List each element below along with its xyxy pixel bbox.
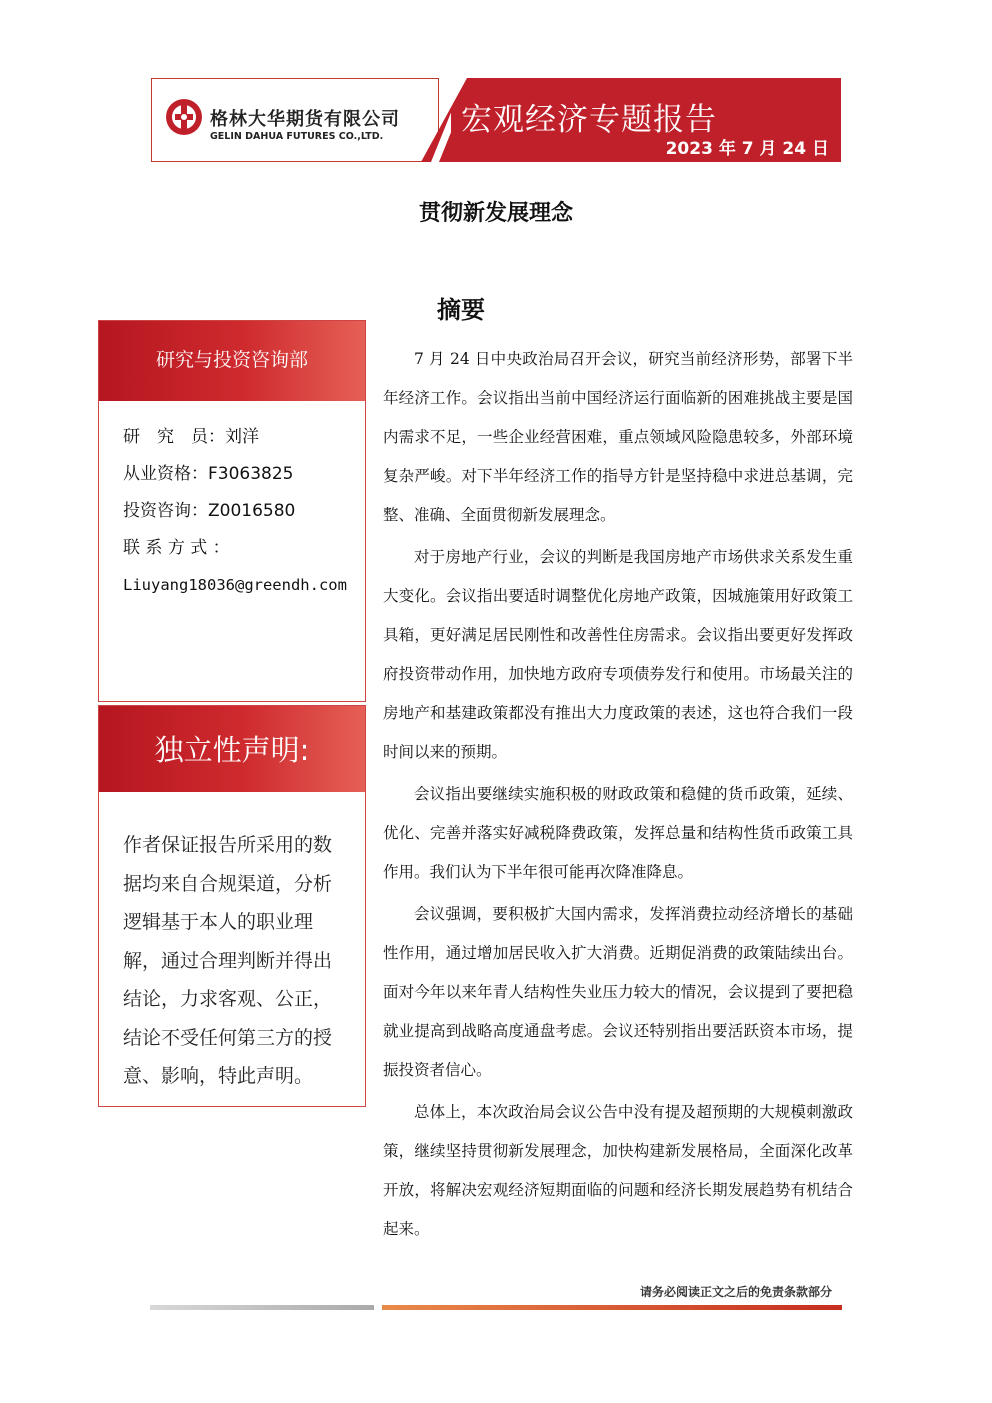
abstract-paragraph: 会议强调，要积极扩大国内需求，发挥消费拉动经济增长的基础性作用，通过增加居民收入扩大消费。近期促消费的政策陆续出台。面对今年以来年青人结构性失业压力较大的情况，会议提到了要把稳就业提高到战略高度通盘考虑。会议还特别指出要活跃资本市场，提振投资者信心。 bbox=[383, 905, 853, 1079]
company-logo-icon bbox=[164, 97, 204, 137]
report-date: 2023 年 7 月 24 日 bbox=[665, 139, 829, 159]
abstract-paragraph: 总体上，本次政治局会议公告中没有提及超预期的大规模刺激政策，继续坚持贯彻新发展理念，加快构建新发展格局，全面深化改革开放，将解决宏观经济短期面临的问题和经济长期发展趋势有机结合起来。 bbox=[383, 1103, 853, 1238]
page-title: 贯彻新发展理念 bbox=[418, 200, 573, 226]
dept-banner bbox=[99, 321, 365, 401]
abstract-paragraph: 对于房地产行业，会议的判断是我国房地产市场供求关系发生重大变化。会议指出要适时调整优化房地产政策，因城施策用好政策工具箱，更好满足居民刚性和改善性住房需求。会议指出要更好发挥政府投资带动作用，加快地方政府专项债券发行和使用。市场最关注的房地产和基建政策都没有推出大力度政策的表述，这也符合我们一段时间以来的预期。 bbox=[383, 548, 853, 761]
qualification-number: 从业资格：F3063825 bbox=[123, 464, 294, 484]
consult-number: 投资咨询：Z0016580 bbox=[123, 501, 296, 521]
contact-email[interactable]: Liuyang18036@greendh.com bbox=[123, 576, 347, 594]
disclaimer-note: 请务必阅读正文之后的免责条款部分 bbox=[639, 1285, 832, 1299]
company-brand bbox=[151, 78, 439, 162]
dept-name: 研究与投资咨询部 bbox=[155, 349, 308, 371]
abstract-paragraph: 会议指出要继续实施积极的财政政策和稳健的货币政策，延续、优化、完善并落实好减税降费政策，发挥总量和结构性货币政策工具作用。我们认为下半年很可能再次降准降息。 bbox=[383, 785, 853, 881]
independence-statement-box bbox=[98, 705, 366, 1107]
report-header bbox=[151, 78, 841, 162]
company-name-en: GELIN DAHUA FUTURES CO.,LTD. bbox=[210, 131, 384, 142]
statement-banner bbox=[99, 706, 365, 792]
footer-rule bbox=[150, 1305, 842, 1310]
abstract-heading: 摘要 bbox=[437, 295, 485, 324]
researcher-details bbox=[123, 419, 347, 604]
company-name-cn: 格林大华期货有限公司 bbox=[210, 109, 400, 130]
researcher-info-box bbox=[98, 320, 366, 702]
researcher-name: 研 究 员：刘洋 bbox=[123, 427, 259, 447]
statement-text: 作者保证报告所采用的数据均来自合规渠道，分析逻辑基于本人的职业理解，通过合理判断并得出结论，力求客观、公正，结论不受任何第三方的授意、影响，特此声明。 bbox=[123, 834, 333, 1087]
abstract-paragraph: 7 月 24 日中央政治局召开会议，研究当前经济形势，部署下半年经济工作。会议指出当前中国经济运行面临新的困难挑战主要是国内需求不足，一些企业经营困难，重点领域风险隐患较多，外部环境复杂严峻。对下半年经济工作的指导方针是坚持稳中求进总基调，完整、准确、全面贯彻新发展理念。 bbox=[383, 350, 853, 524]
contact-label: 联 系 方 式 ： bbox=[123, 538, 230, 558]
report-type-title: 宏观经济专题报告 bbox=[461, 102, 717, 138]
abstract-body bbox=[383, 340, 853, 1252]
statement-title: 独立性声明: bbox=[154, 733, 310, 767]
